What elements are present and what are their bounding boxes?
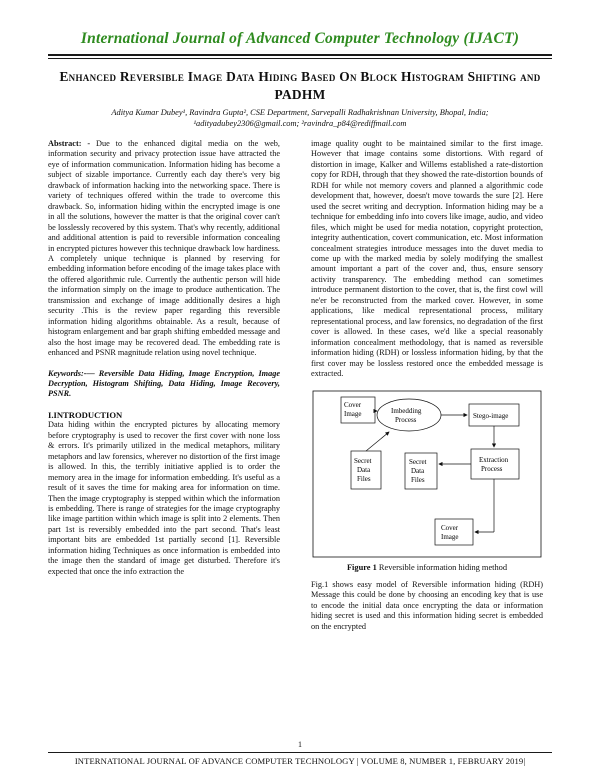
figure-caption [311,563,543,573]
keywords: Keywords:-— Reversible Data Hiding, Image Encryption, Image Decryption, Histogram Shifting, Data Hiding, Image Recovery, PSNR. [48,368,280,399]
page-number: 1 [298,740,302,749]
figure-caption-text: Reversible information hiding method [376,563,508,573]
header-rule [48,54,552,56]
figure-caption-label: Figure 1 [346,563,377,573]
footer-rule [48,752,552,753]
author-emails: ¹adityadubey2306@gmail.com; ²ravindra_p84@rediffmail.com [193,119,407,128]
label-cover-image: Cover Image [344,401,362,419]
paper-title: Enhanced Reversible Image Data Hiding Based On Block Histogram Shifting and PADHM [59,69,541,102]
label-embedding-process: Imbedding Process [391,407,422,425]
label-stego-image: Stego-image [473,412,509,421]
label-extracted-data-files: Secret Data Files [409,458,427,485]
figure-1 [311,389,543,559]
rdh-diagram [311,389,543,559]
right-column [311,139,543,632]
abstract-text: Due to the enhanced digital media on the web, information security and privacy protection issue have attracted the eye of information communication. Information hiding has become a subject of sizable importance. Currently each day there's very big drawback of information hacking into the networking space. There is variety of techniques offered within the trade to overcome this drawback. So, information hiding within the encrypted image is one in all the solutions, however the matter is that the original cover can't be losslessly recovered by this system. That's why recently, additional and additional attention is paid to reversible information concealing in encrypted pictures however this technique drawback low hardiness. A completely unique technique is planned by reserving for embedding information before encoding of the image takes place with the offered algorithmic rule. Currently the authentic person will hide the information simply on the image to produce authentication. The transmission and exchange of image additionally desires a high security .This is the review paper regarding this reversible information hiding algorithms obtainable. As a result, because of histogram enlargement and bar graph shifting embedded message and also the host image may be recovered dead. The embedding rate is enhanced and PSNR magnitude relation using novel technique. [48,139,280,358]
section-heading: I.INTRODUCTION [48,409,123,420]
embedding-process-node [377,399,441,431]
cover-image-output-box [435,519,473,545]
label-cover-image-output: Cover Image [441,524,459,542]
body-paragraph-2: Fig.1 shows easy model of Reversible information hiding (RDH) Message this could be done by choosing an encoding key that is use to encode the initial data once encrypting the data or information hiding secret is used and this information hiding secret is embedded on the encrypted [311,579,543,631]
body-paragraph: image quality ought to be maintained similar to the first image. However that image contains some distortions. With regard of distortion in image, Kalker and Willems established a rate-distortion copy for RDH, through that they showed the rate-distortion bounds of RDH for while not memory covers and planned a algorithmic code development that, however, doesn't move towards the sure [2]. Here used the secret writing and decryption. Information hiding may be a technique for embedding info into covers like image, audio, and video files, which might be used for media notation, copyright protection, integrity authentication, covert communication, etc. Most information concealment strategies introduce messages into the duvet media to come up with the marked media by solely modifying the smallest amount important a part of the cover and, thus, ensure sensory activity transparency. The embedding method can sometimes introduce permanent distortion to the cover, that is, the first cowl will ne'er be reconstructed from the marked cover. However, in some applications, like medical representational process, military representational process, and law forensics, no degradation of the first cover is allowed. In these cases, we'd like a special reasonably information concealment methodology, that is named as reversible information hiding (RDH) or lossless information hiding, by that the first cover may be lossless restored once the embedded message is extracted. [311,139,543,378]
footer-text: INTERNATIONAL JOURNAL OF ADVANCE COMPUTER TECHNOLOGY | VOLUME 8, NUMBER 1, FEBRUARY 2019| [74,756,526,766]
extraction-process-box [471,449,519,479]
journal-title: International Journal of Advanced Computer Technology (IJACT) [80,30,520,47]
header-rule-thin [48,58,552,59]
introduction-text: Data hiding within the encrypted pictures by allocating memory before cryptography is used to recover the first cover with none loss & errors. It's primarily utilized in the medical metaphors, military metaphors and law forensics, wherever no distortion of the first image is allowed. In this, the terribly initiative applied is to order the memory area in the image for information embedding. It's useful as a result of it saves the time for making area for information on time. Then the image cryptography is stepped within which the information is embedding. There is range of strategies for the image cryptography like image partition within which image is split into 2 elements. Then part 1st is reversibly embedded into the part second. That's least important bits are embedded 1st partially second [1]. Reversible information hiding Techniques as once information is embedded into the image then the standard of image get disturbed. Therefore it's expected that once the info extraction the [48,420,280,576]
arrow-secret-to-embed [366,432,389,451]
left-column [48,139,280,577]
abstract [48,139,280,359]
author-line: Aditya Kumar Dubey¹, Ravindra Gupta², CSE Department, Sarvepalli Radhakrishnan University, Bhopal, India; [111,108,489,117]
label-secret-data-files: Secret Data Files [354,457,372,484]
abstract-label: Abstract: - [48,139,91,148]
label-extraction-process: Extraction Process [479,456,509,474]
